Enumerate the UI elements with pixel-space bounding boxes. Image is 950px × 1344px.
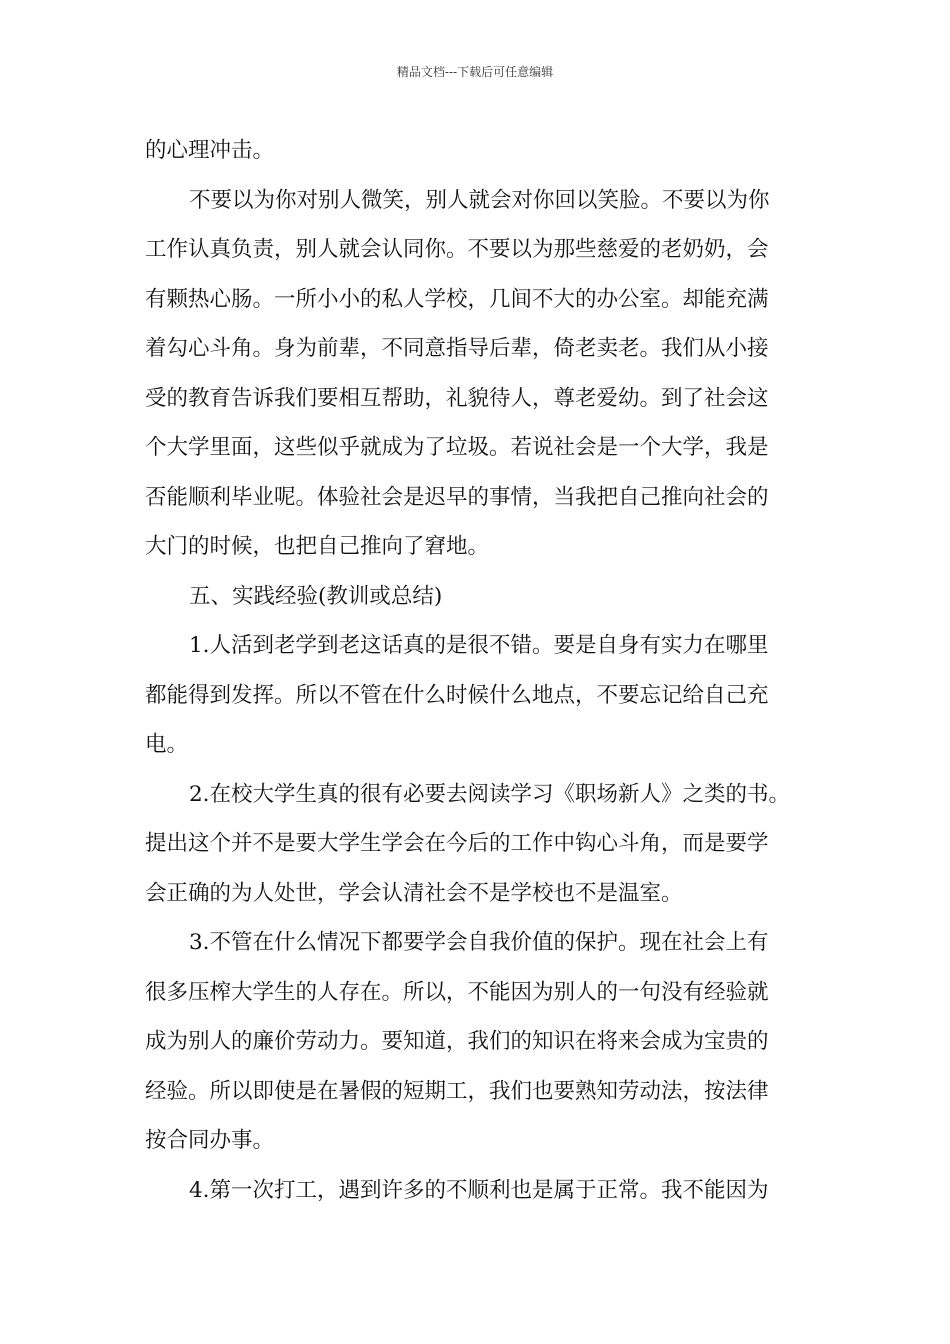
- section-heading: 五、实践经验(教训或总结): [189, 583, 443, 609]
- text-line: 着勾心斗角。身为前辈，不同意指导后辈，倚老卖老。我们从小接: [145, 336, 769, 361]
- document-body: [145, 131, 835, 1220]
- text-line: 个大学里面，这些似乎就成为了垃圾。若说社会是一个大学，我是: [145, 435, 769, 460]
- list-item-start-line: 4.第一次打工，遇到许多的不顺利也是属于正常。我不能因为: [189, 1177, 769, 1203]
- page-header: 精品文档---下载后可任意编辑: [396, 65, 554, 79]
- text-line: 很多压榨大学生的人存在。所以，不能因为别人的一句没有经验就: [145, 979, 769, 1005]
- text-line: 受的教育告诉我们要相互帮助，礼貌待人，尊老爱幼。到了社会这: [145, 385, 769, 411]
- text-line: 会正确的为人处世，学会认清社会不是学校也不是温室。: [145, 880, 683, 906]
- text-line: 大门的时候，也把自己推向了窘地。: [145, 534, 490, 559]
- list-item-start-line: 2.在校大学生真的很有必要去阅读学习《职场新人》之类的书。: [189, 781, 791, 807]
- text-line: 电。: [145, 732, 189, 757]
- text-line: 提出这个并不是要大学生学会在今后的工作中钩心斗角，而是要学: [145, 831, 769, 856]
- text-line: 都能得到发挥。所以不管在什么时候什么地点，不要忘记给自己充: [145, 682, 769, 708]
- list-item-start-line: 1.人活到老学到老这话真的是很不错。要是自身有实力在哪里: [189, 633, 769, 658]
- text-line: 按合同办事。: [145, 1128, 275, 1153]
- text-line: 有颗热心肠。一所小小的私人学校，几间不大的办公室。却能充满: [145, 286, 769, 312]
- text-line: 否能顺利毕业呢。体验社会是迟早的事情，当我把自己推向社会的: [145, 484, 769, 510]
- paragraph-start-line: 不要以为你对别人微笑，别人就会对你回以笑脸。不要以为你: [189, 187, 770, 213]
- text-line: 成为别人的廉价劳动力。要知道，我们的知识在将来会成为宝贵的: [145, 1029, 769, 1054]
- list-item-start-line: 3.不管在什么情况下都要学会自我价值的保护。现在社会上有: [189, 930, 769, 955]
- text-line: 经验。所以即使是在暑假的短期工，我们也要熟知劳动法，按法律: [145, 1078, 769, 1104]
- text-line: 的心理冲击。: [145, 138, 275, 163]
- text-line: 工作认真负责，别人就会认同你。不要以为那些慈爱的老奶奶，会: [145, 237, 769, 262]
